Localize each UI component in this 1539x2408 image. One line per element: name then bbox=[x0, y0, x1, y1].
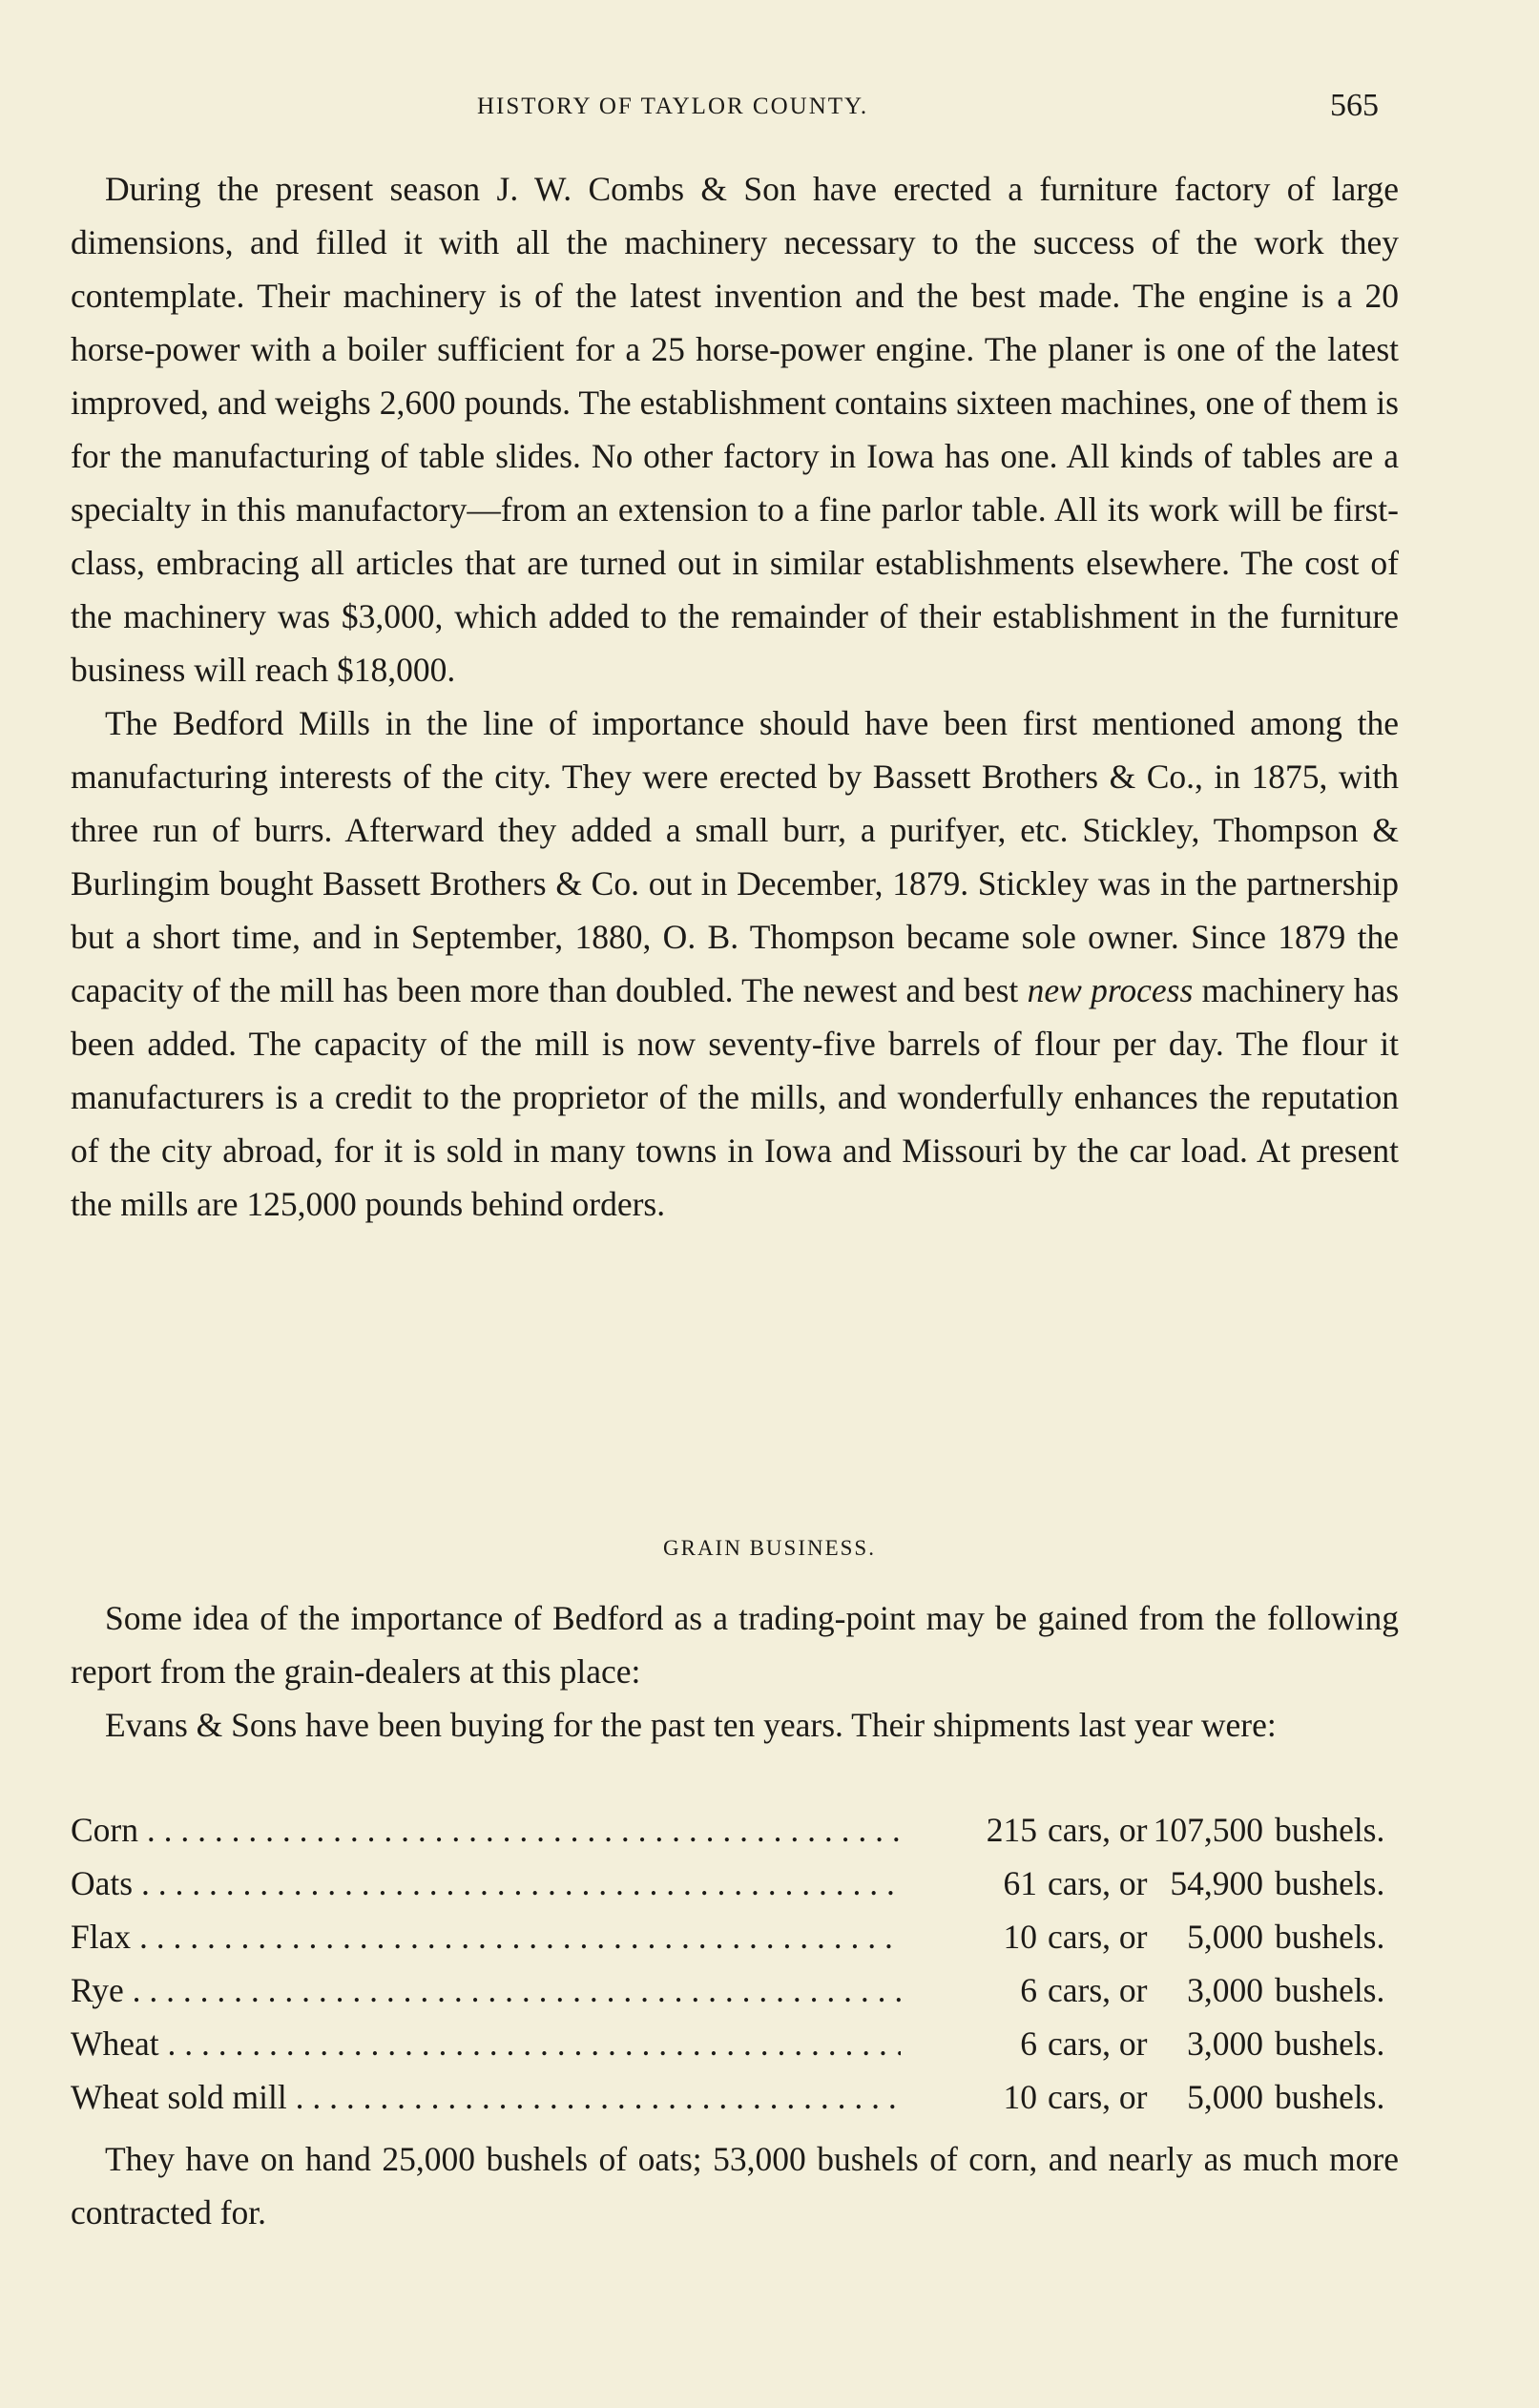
shipment-bushels: 54,900 bbox=[1170, 1864, 1263, 1902]
running-header bbox=[0, 88, 1539, 126]
shipment-bushels-unit: bushels. bbox=[1275, 1971, 1385, 2009]
shipments-table bbox=[71, 1803, 1406, 2124]
shipment-row bbox=[71, 1803, 1406, 1857]
paragraph-bedford-mills bbox=[71, 696, 1399, 1231]
shipment-item: Wheat . . . bbox=[71, 2017, 901, 2070]
shipment-cars: 10 bbox=[901, 2070, 1037, 2124]
shipment-row bbox=[71, 2017, 1406, 2070]
paragraph-closing: They have on hand 25,000 bushels of oats; 53,000 bushels of corn, and nearly as much more contracted for. bbox=[71, 2140, 1399, 2232]
shipment-cars: 215 bbox=[901, 1803, 1037, 1857]
shipment-cars-unit: cars, or bbox=[1048, 1971, 1148, 2009]
shipment-bushels-unit: bushels. bbox=[1275, 1864, 1385, 1902]
shipment-cars-unit: cars, or bbox=[1048, 2024, 1148, 2063]
shipment-bushels: 3,000 bbox=[1187, 2024, 1263, 2063]
shipment-cars-unit: cars, or bbox=[1048, 1811, 1148, 1849]
shipment-item: Flax . . . bbox=[71, 1910, 901, 1963]
paragraph-evans-sons: Evans & Sons have been buying for the past ten years. Their shipments last year were: bbox=[105, 1706, 1277, 1744]
shipment-bushels: 5,000 bbox=[1187, 1918, 1263, 1956]
shipment-item: Oats . . . bbox=[71, 1857, 901, 1910]
shipment-cars: 61 bbox=[901, 1857, 1037, 1910]
shipment-cars: 6 bbox=[901, 2017, 1037, 2070]
shipment-item: Wheat sold mill . . . bbox=[71, 2070, 901, 2124]
shipment-row bbox=[71, 1857, 1406, 1910]
shipment-cars: 10 bbox=[901, 1910, 1037, 1963]
shipment-bushels-unit: bushels. bbox=[1275, 2078, 1385, 2116]
shipment-cars-unit: cars, or bbox=[1048, 1864, 1148, 1902]
body-text-closing bbox=[71, 2132, 1399, 2239]
shipment-bushels: 107,500 bbox=[1153, 1811, 1263, 1849]
shipment-row bbox=[71, 1963, 1406, 2017]
shipment-bushels: 3,000 bbox=[1187, 1971, 1263, 2009]
paragraph-grain-intro: Some idea of the importance of Bedford as a trading-point may be gained from the following report from the grain-dealers at this place: bbox=[71, 1599, 1399, 1691]
italic-new-process: new process bbox=[1027, 971, 1194, 1009]
shipment-bushels-unit: bushels. bbox=[1275, 2024, 1385, 2063]
shipment-row bbox=[71, 1910, 1406, 1963]
shipment-item: Corn . . . bbox=[71, 1803, 901, 1857]
shipment-bushels-unit: bushels. bbox=[1275, 1811, 1385, 1849]
page-number: 565 bbox=[1330, 88, 1379, 123]
shipment-bushels: 5,000 bbox=[1187, 2078, 1263, 2116]
shipment-bushels-unit: bushels. bbox=[1275, 1918, 1385, 1956]
paragraph-bedford-mills-part2: machinery has been added. The capacity of the mill is now seventy-five barrels of flour per day. The flour it manufacturers is a credit to the proprietor of the mills, and wonderfully enhances the reputation of the city abroad, for it is sold in many towns in Iowa and Missouri by the car load. At present the mills are 125,000 pounds behind orders. bbox=[71, 971, 1400, 1223]
section-heading: GRAIN BUSINESS. bbox=[663, 1536, 876, 1560]
body-text-grain bbox=[71, 1591, 1399, 1752]
shipment-cars-unit: cars, or bbox=[1048, 2078, 1148, 2116]
shipment-row bbox=[71, 2070, 1406, 2124]
shipment-cars-unit: cars, or bbox=[1048, 1918, 1148, 1956]
shipment-cars: 6 bbox=[901, 1963, 1037, 2017]
paragraph-furniture-factory: During the present season J. W. Combs & Son have erected a furniture factory of large dimensions, and filled it with all the machinery necessary to the success of the work they contemplate. Their machinery is of the latest invention and the best made. The engine is a 20 horse-power with a boiler sufficient for a 25 horse-power engine. The planer is one of the latest improved, and weighs 2,600 pounds. The establishment contains sixteen machines, one of them is for the manufacturing of table slides. No other factory in Iowa has one. All kinds of tables are a specialty in this manufactory—from an extension to a fine parlor table. All its work will be first-class, embracing all articles that are turned out in similar establishments elsewhere. The cost of the machinery was $3,000, which added to the remainder of their establishment in the furniture business will reach $18,000. bbox=[71, 170, 1399, 689]
shipment-item: Rye . . . bbox=[71, 1963, 901, 2017]
paragraph-bedford-mills-part1: The Bedford Mills in the line of importance should have been first mentioned among the manufacturing interests of the city. They were erected by Bassett Brothers & Co., in 1875, with three run of burrs. Afterward they added a small burr, a purifyer, etc. Stickley, Thompson & Burlingim bought Bassett Brothers & Co. out in December, 1879. Stickley was in the partnership but a short time, and in September, 1880, O. B. Thompson became sole owner. Since 1879 the capacity of the mill has been more than doubled. The newest and best bbox=[71, 704, 1399, 1009]
body-text-top bbox=[71, 162, 1399, 1231]
running-title: HISTORY OF TAYLOR COUNTY. bbox=[477, 93, 869, 119]
